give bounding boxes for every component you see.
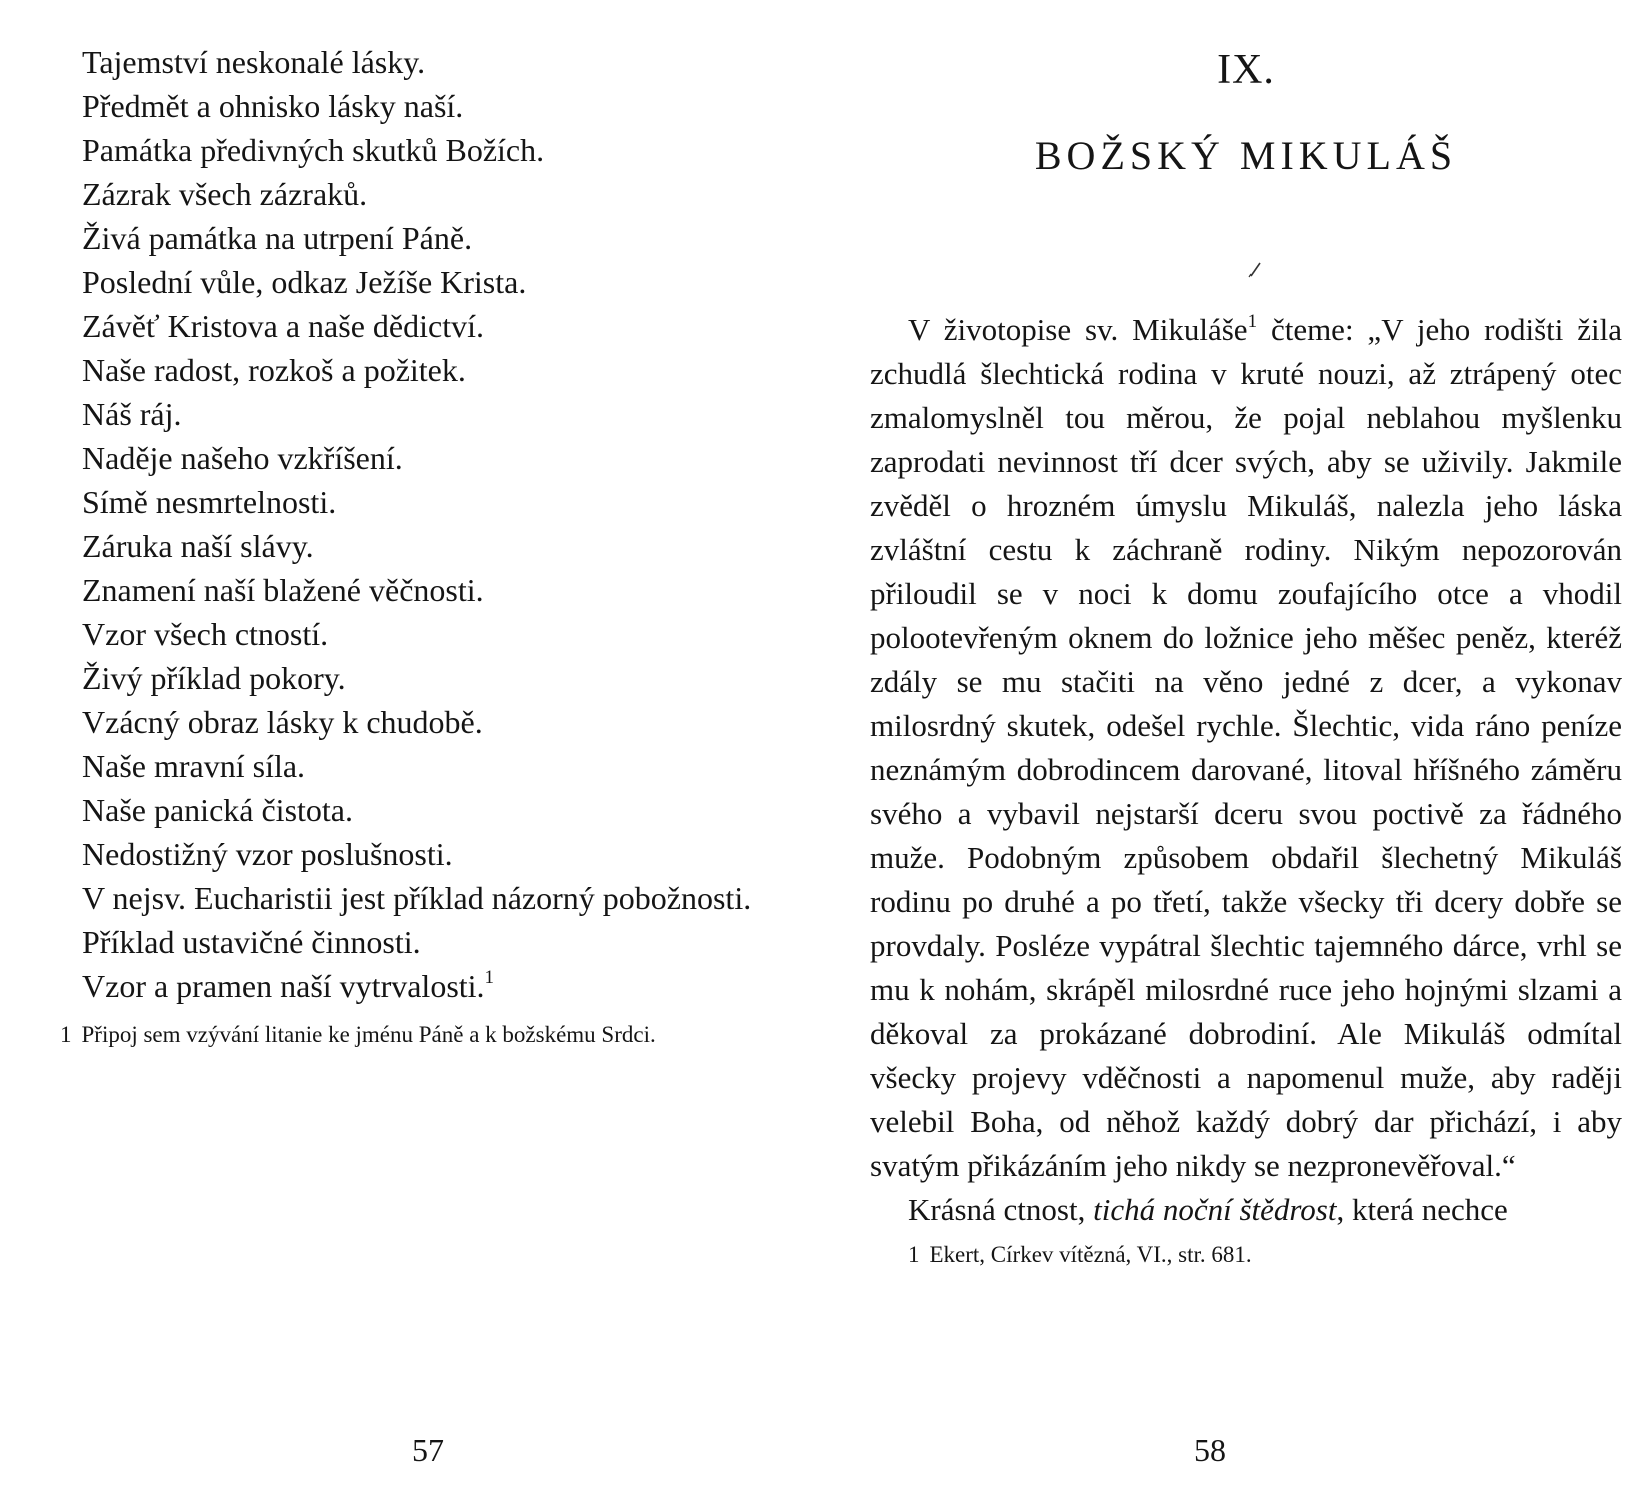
chapter-number: IX. bbox=[1217, 47, 1275, 93]
litany-line: Závěť Kristova a naše dědictví. bbox=[82, 308, 484, 344]
litany-line: Předmět a ohnisko lásky naší. bbox=[82, 88, 464, 124]
litany-line: Naše mravní síla. bbox=[82, 748, 306, 784]
body-text bbox=[870, 308, 1622, 1272]
page-number: 57 bbox=[412, 1432, 444, 1468]
litany-line: Památka předivných skutků Božích. bbox=[82, 132, 545, 168]
footnote-mark: 1 bbox=[908, 1242, 920, 1267]
litany-line: Símě nesmrtelnosti. bbox=[82, 484, 337, 520]
litany-line: Naše radost, rozkoš a požitek. bbox=[82, 352, 466, 388]
paragraph-start: Krásná ctnost, bbox=[908, 1192, 1094, 1227]
footnote-text: Ekert, Církev vítězná, VI., str. 681. bbox=[929, 1242, 1252, 1267]
litany-line: Tajemství neskonalé lásky. bbox=[82, 44, 426, 80]
footnote-text: Připoj sem vzývání litanie ke jménu Páně a k božskému Srdci. bbox=[81, 1022, 656, 1047]
footnote bbox=[870, 1238, 1622, 1272]
litany-line: Naděje našeho vzkříšení. bbox=[82, 440, 403, 476]
litany-line: Živý příklad pokory. bbox=[82, 660, 346, 696]
page-number: 58 bbox=[1194, 1432, 1226, 1468]
litany-list bbox=[48, 40, 790, 1008]
litany-line: Zázrak všech zázraků. bbox=[82, 176, 368, 212]
paragraph-end: , která nechce bbox=[1336, 1192, 1508, 1227]
litany-line-text: Vzor a pramen naší vytrvalosti. bbox=[82, 968, 485, 1004]
litany-line-last bbox=[48, 964, 790, 1008]
footnote-reference: 1 bbox=[484, 967, 495, 989]
footnote-reference: 1 bbox=[1247, 310, 1258, 332]
litany-line: Živá památka na utrpení Páně. bbox=[82, 220, 473, 256]
footnote bbox=[48, 1018, 790, 1052]
ornament-mark bbox=[1248, 262, 1262, 278]
paragraph-start: V životopise sv. Mikuláše bbox=[908, 312, 1248, 347]
paragraph bbox=[870, 308, 1622, 1188]
paragraph-text: čteme: „V jeho rodišti žila zchudlá šlechtická rodina v kruté nouzi, až ztrápený otec zmalomyslněl tou měrou, že pojal neblahou myšlenku zaprodati nevinnost tří dcer svých, aby se uživily. Jakmile zvěděl o hrozném úmyslu Mikuláš, nalezla jeho láska zvláštní cestu k záchraně rodiny. Nikým nepozorován přiloudil se v noci k domu zoufajícího otce a vhodil polootevřeným oknem do ložnice jeho měšec peněz, kteréž zdály se mu stačiti na věno jedné z dcer, a vykonav milosrdný skutek, odešel rychle. Šlechtic, vida ráno peníze neznámým dobrodincem darované, litoval hříšného záměru svého a vybavil nejstarší dceru svou poctivě za řádného muže. Podobným způsobem obdařil šlechetný Mikuláš rodinu po druhé a po třetí, takže všecky tři dcery dobře se provdaly. Posléze vypátral šlechtic tajemného dárce, vrhl se mu k nohám, skrápěl milosrdné ruce jeho hojnými slzami a děkoval za prokázané dobrodiní. Ale Mikuláš odmítal všecky projevy vděčnosti a napomenul muže, aby raději velebil Boha, od něhož každý dobrý dar přichází, i aby svatým přikázáním jeho nikdy se nezpronevěřoval.“ bbox=[870, 312, 1623, 1183]
chapter-title: BOŽSKÝ MIKULÁŠ bbox=[1034, 133, 1458, 178]
litany-line: Náš ráj. bbox=[82, 396, 182, 432]
italic-phrase: tichá noční štědrost bbox=[1093, 1192, 1337, 1227]
paragraph bbox=[870, 1188, 1622, 1232]
litany-line: Záruka naší slávy. bbox=[82, 528, 314, 564]
litany-line: Naše panická čistota. bbox=[82, 792, 353, 828]
right-page bbox=[870, 40, 1622, 1490]
litany-line: Znamení naší blažené věčnosti. bbox=[82, 572, 484, 608]
litany-line: Vzor všech ctností. bbox=[82, 616, 329, 652]
eucharist-line: V nejsv. Eucharistii jest příklad názorný pobožnosti. bbox=[82, 880, 752, 916]
litany-line: Vzácný obraz lásky k chudobě. bbox=[82, 704, 483, 740]
footnote-mark: 1 bbox=[60, 1022, 72, 1047]
litany-line: Příklad ustavičné činnosti. bbox=[82, 924, 421, 960]
litany-line: Nedostižný vzor poslušnosti. bbox=[82, 836, 453, 872]
left-page bbox=[48, 40, 790, 1490]
litany-line: Poslední vůle, odkaz Ježíše Krista. bbox=[82, 264, 527, 300]
